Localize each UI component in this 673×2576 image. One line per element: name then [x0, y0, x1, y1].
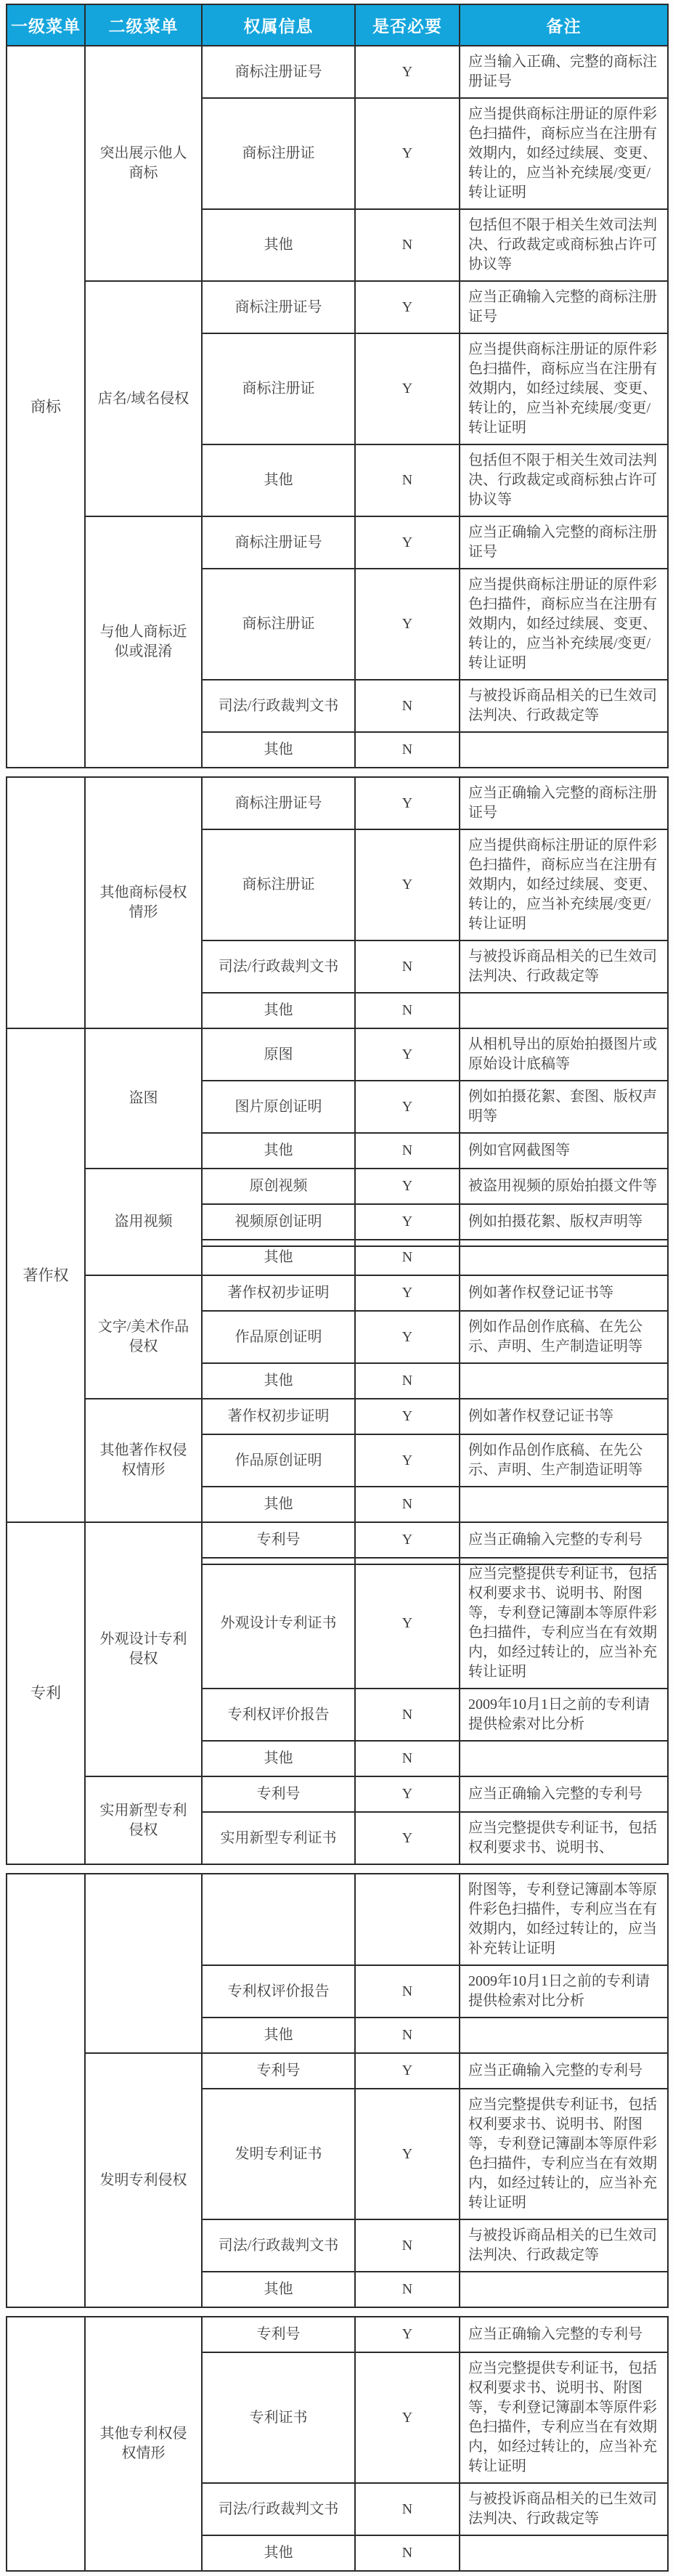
table-row	[7, 1169, 668, 1204]
required-flag-cell: Y	[355, 829, 460, 940]
required-flag-cell: Y	[355, 1434, 460, 1487]
remark-cell	[460, 993, 668, 1028]
remark-cell: 附图等，专利登记簿副本等原件彩色扫描件，专利应当在有效期内，如经过转让的，应当补充转让证明	[460, 1874, 668, 1965]
remark-cell: 应当提供商标注册证的原件彩色扫描件，商标应当在注册有效期内，如经过续展、变更、转让的，应当补充续展/变更/转让证明	[460, 98, 668, 209]
required-flag-cell: Y	[355, 2089, 460, 2219]
column-header-level2-menu: 二级菜单	[85, 4, 202, 46]
required-flag-cell: N	[355, 2483, 460, 2535]
required-flag-cell	[355, 1874, 460, 1965]
level2-menu-cell: 其他商标侵权情形	[85, 777, 202, 1028]
required-flag-cell: Y	[355, 2317, 460, 2352]
remark-cell: 应当完整提供专利证书，包括权利要求书、说明书、附图等，专利登记簿副本等原件彩色扫描件，专利应当在有效期内，如经过转让的，应当补充转让证明	[460, 1558, 668, 1689]
right-info-cell: 司法/行政裁判文书	[202, 680, 355, 732]
required-flag-cell: N	[355, 940, 460, 993]
right-info-cell: 其他	[202, 1240, 355, 1275]
right-info-cell: 商标注册证	[202, 829, 355, 940]
remark-cell: 应当正确输入完整的专利号	[460, 2053, 668, 2089]
right-info-cell: 商标注册证号	[202, 46, 355, 98]
required-flag-cell: Y	[355, 1169, 460, 1204]
remark-cell: 应当正确输入完整的专利号	[460, 1776, 668, 1812]
remark-cell: 与被投诉商品相关的已生效司法判决、行政裁定等	[460, 2483, 668, 2535]
table-row	[7, 1399, 668, 1434]
table-block-other-patent	[6, 2316, 669, 2572]
right-info-cell: 其他	[202, 732, 355, 768]
table-row	[7, 1028, 668, 1081]
table-row	[7, 2317, 668, 2352]
remark-cell: 包括但不限于相关生效司法判决、行政裁定或商标独占许可协议等	[460, 444, 668, 516]
right-info-cell: 其他	[202, 1133, 355, 1169]
remark-cell	[460, 2272, 668, 2307]
right-info-cell: 发明专利证书	[202, 2089, 355, 2219]
required-flag-cell: Y	[355, 777, 460, 829]
required-flag-cell: N	[355, 1240, 460, 1275]
remark-cell: 例如作品创作底稿、在先公示、声明、生产制造证明等	[460, 1434, 668, 1487]
remark-cell: 应当提供商标注册证的原件彩色扫描件，商标应当在注册有效期内，如经过续展、变更、转让的，应当补充续展/变更/转让证明	[460, 829, 668, 940]
level1-menu-cell	[7, 777, 85, 1028]
right-info-cell: 图片原创证明	[202, 1081, 355, 1133]
remark-cell: 例如著作权登记证书等	[460, 1275, 668, 1311]
required-flag-cell: Y	[355, 281, 460, 333]
right-info-cell: 专利权评价报告	[202, 1965, 355, 2018]
remark-cell	[460, 1240, 668, 1275]
required-flag-cell: N	[355, 444, 460, 516]
required-flag-cell: Y	[355, 1028, 460, 1081]
header-row	[7, 4, 668, 46]
table-body-patent-continued	[7, 1874, 668, 2307]
required-flag-cell: Y	[355, 1311, 460, 1363]
level2-menu-cell: 店名/域名侵权	[85, 281, 202, 516]
remark-cell: 应当完整提供专利证书，包括权利要求书、说明书、	[460, 1812, 668, 1864]
right-info-cell: 原图	[202, 1028, 355, 1081]
table-block-patent-continued	[6, 1873, 669, 2308]
table-header	[7, 4, 668, 46]
table-block-trademark	[6, 4, 669, 768]
required-flag-cell: N	[355, 1741, 460, 1776]
level2-menu-cell: 盗图	[85, 1028, 202, 1169]
required-flag-cell: N	[355, 680, 460, 732]
right-info-cell: 著作权初步证明	[202, 1275, 355, 1311]
right-info-cell: 其他	[202, 2272, 355, 2307]
right-info-cell: 专利号	[202, 2053, 355, 2089]
column-header-required: 是否必要	[355, 4, 460, 46]
table-row	[7, 1522, 668, 1558]
required-flag-cell: Y	[355, 46, 460, 98]
required-flag-cell: Y	[355, 1522, 460, 1558]
table-row	[7, 46, 668, 98]
required-flag-cell: Y	[355, 333, 460, 444]
table-row	[7, 1776, 668, 1812]
level2-menu-cell	[85, 1874, 202, 2053]
remark-cell: 应当提供商标注册证的原件彩色扫描件，商标应当在注册有效期内，如经过续展、变更、转让的，应当补充续展/变更/转让证明	[460, 569, 668, 680]
right-info-cell: 商标注册证	[202, 569, 355, 680]
required-flag-cell: N	[355, 1965, 460, 2018]
level1-menu-cell	[7, 1874, 85, 2307]
remark-cell: 从相机导出的原始拍摄图片或原始设计底稿等	[460, 1028, 668, 1081]
right-info-cell: 实用新型专利证书	[202, 1812, 355, 1864]
required-flag-cell: Y	[355, 1812, 460, 1864]
remark-cell: 2009年10月1日之前的专利请提供检索对比分析	[460, 1965, 668, 2018]
right-info-cell: 司法/行政裁判文书	[202, 2483, 355, 2535]
required-flag-cell: N	[355, 1689, 460, 1741]
level1-menu-cell	[7, 2317, 85, 2571]
remark-cell: 例如拍摄花絮、套图、版权声明等	[460, 1081, 668, 1133]
required-flag-cell: Y	[355, 98, 460, 209]
level2-menu-cell: 发明专利侵权	[85, 2053, 202, 2307]
required-flag-cell: Y	[355, 2352, 460, 2483]
table-block-other-trademark-copyright	[6, 776, 669, 1865]
right-info-cell: 商标注册证	[202, 98, 355, 209]
required-flag-cell: Y	[355, 1558, 460, 1689]
level2-menu-cell: 外观设计专利侵权	[85, 1522, 202, 1776]
remark-cell: 应当输入正确、完整的商标注册证号	[460, 46, 668, 98]
required-flag-cell: N	[355, 732, 460, 768]
remark-cell	[460, 732, 668, 768]
right-info-cell: 专利号	[202, 1776, 355, 1812]
remark-cell: 与被投诉商品相关的已生效司法判决、行政裁定等	[460, 940, 668, 993]
remark-cell	[460, 1363, 668, 1399]
table-body-trademark	[7, 46, 668, 768]
right-info-cell: 其他	[202, 1363, 355, 1399]
required-flag-cell: Y	[355, 569, 460, 680]
level2-menu-cell: 盗用视频	[85, 1169, 202, 1275]
remark-cell: 与被投诉商品相关的已生效司法判决、行政裁定等	[460, 2219, 668, 2272]
column-header-right-info: 权属信息	[202, 4, 355, 46]
remark-cell: 与被投诉商品相关的已生效司法判决、行政裁定等	[460, 680, 668, 732]
required-flag-cell: N	[355, 1133, 460, 1169]
level2-menu-cell: 其他著作权侵权情形	[85, 1399, 202, 1522]
right-info-cell: 其他	[202, 2535, 355, 2571]
required-flag-cell: N	[355, 2535, 460, 2571]
right-info-cell: 司法/行政裁判文书	[202, 940, 355, 993]
remark-cell: 应当正确输入完整的商标注册证号	[460, 777, 668, 829]
level2-menu-cell: 突出展示他人商标	[85, 46, 202, 281]
remark-cell: 应当正确输入完整的专利号	[460, 2317, 668, 2352]
level1-menu-cell: 著作权	[7, 1028, 85, 1522]
level2-menu-cell: 与他人商标近似或混淆	[85, 516, 202, 768]
remark-cell: 应当正确输入完整的专利号	[460, 1522, 668, 1558]
level2-menu-cell: 文字/美术作品侵权	[85, 1275, 202, 1399]
right-info-cell: 原创视频	[202, 1169, 355, 1204]
remark-cell: 例如官网截图等	[460, 1133, 668, 1169]
table-row	[7, 777, 668, 829]
right-info-cell: 司法/行政裁判文书	[202, 2219, 355, 2272]
required-flag-cell: Y	[355, 1204, 460, 1240]
remark-cell	[460, 1487, 668, 1522]
remark-cell	[460, 2535, 668, 2571]
required-flag-cell: Y	[355, 1275, 460, 1311]
right-info-cell: 著作权初步证明	[202, 1399, 355, 1434]
right-info-cell: 外观设计专利证书	[202, 1558, 355, 1689]
required-flag-cell: N	[355, 2219, 460, 2272]
required-flag-cell: Y	[355, 2053, 460, 2089]
right-info-cell: 作品原创证明	[202, 1434, 355, 1487]
remark-cell: 应当完整提供专利证书，包括权利要求书、说明书、附图等，专利登记簿副本等原件彩色扫描件，专利应当在有效期内，如经过转让的，应当补充转让证明	[460, 2352, 668, 2483]
remark-cell: 2009年10月1日之前的专利请提供检索对比分析	[460, 1689, 668, 1741]
required-flag-cell: Y	[355, 516, 460, 569]
remark-cell	[460, 1741, 668, 1776]
remark-cell	[460, 2018, 668, 2053]
right-info-cell: 商标注册证	[202, 333, 355, 444]
remark-cell: 包括但不限于相关生效司法判决、行政裁定或商标独占许可协议等	[460, 209, 668, 281]
right-info-cell: 作品原创证明	[202, 1311, 355, 1363]
right-info-cell: 专利权评价报告	[202, 1689, 355, 1741]
right-info-cell: 专利号	[202, 1522, 355, 1558]
remark-cell: 应当完整提供专利证书，包括权利要求书、说明书、附图等，专利登记簿副本等原件彩色扫描件，专利应当在有效期内，如经过转让的，应当补充转让证明	[460, 2089, 668, 2219]
level2-menu-cell: 实用新型专利侵权	[85, 1776, 202, 1864]
required-flag-cell: N	[355, 2018, 460, 2053]
required-flag-cell: N	[355, 993, 460, 1028]
remark-cell: 例如拍摄花絮、版权声明等	[460, 1204, 668, 1240]
right-info-cell: 视频原创证明	[202, 1204, 355, 1240]
remark-cell: 被盗用视频的原始拍摄文件等	[460, 1169, 668, 1204]
remark-cell: 例如著作权登记证书等	[460, 1399, 668, 1434]
remark-cell: 应当正确输入完整的商标注册证号	[460, 281, 668, 333]
required-flag-cell: N	[355, 1487, 460, 1522]
table-row	[7, 2053, 668, 2089]
right-info-cell: 商标注册证号	[202, 777, 355, 829]
column-header-remark: 备注	[460, 4, 668, 46]
table-row	[7, 1275, 668, 1311]
right-info-cell: 其他	[202, 1741, 355, 1776]
level2-menu-cell: 其他专利权侵权情形	[85, 2317, 202, 2571]
right-info-cell: 商标注册证号	[202, 281, 355, 333]
remark-cell: 应当提供商标注册证的原件彩色扫描件，商标应当在注册有效期内，如经过续展、变更、转让的，应当补充续展/变更/转让证明	[460, 333, 668, 444]
right-info-cell: 其他	[202, 444, 355, 516]
table-row	[7, 516, 668, 569]
right-info-cell: 专利证书	[202, 2352, 355, 2483]
required-flag-cell: N	[355, 209, 460, 281]
remark-cell: 例如作品创作底稿、在先公示、声明、生产制造证明等	[460, 1311, 668, 1363]
table-body-other-trademark-copyright	[7, 777, 668, 1864]
table-row	[7, 1874, 668, 1965]
required-flag-cell: N	[355, 2272, 460, 2307]
required-flag-cell: Y	[355, 1081, 460, 1133]
right-info-cell: 其他	[202, 209, 355, 281]
right-info-cell: 其他	[202, 993, 355, 1028]
remark-cell: 应当正确输入完整的商标注册证号	[460, 516, 668, 569]
table-body-other-patent	[7, 2317, 668, 2571]
right-info-cell: 商标注册证号	[202, 516, 355, 569]
table-row	[7, 281, 668, 333]
level1-menu-cell: 专利	[7, 1522, 85, 1864]
column-header-level1-menu: 一级菜单	[7, 4, 85, 46]
right-info-cell: 其他	[202, 1487, 355, 1522]
required-flag-cell: N	[355, 1363, 460, 1399]
level1-menu-cell: 商标	[7, 46, 85, 768]
required-flag-cell: Y	[355, 1776, 460, 1812]
required-flag-cell: Y	[355, 1399, 460, 1434]
right-info-cell: 其他	[202, 2018, 355, 2053]
right-info-cell: 专利号	[202, 2317, 355, 2352]
right-info-cell	[202, 1874, 355, 1965]
